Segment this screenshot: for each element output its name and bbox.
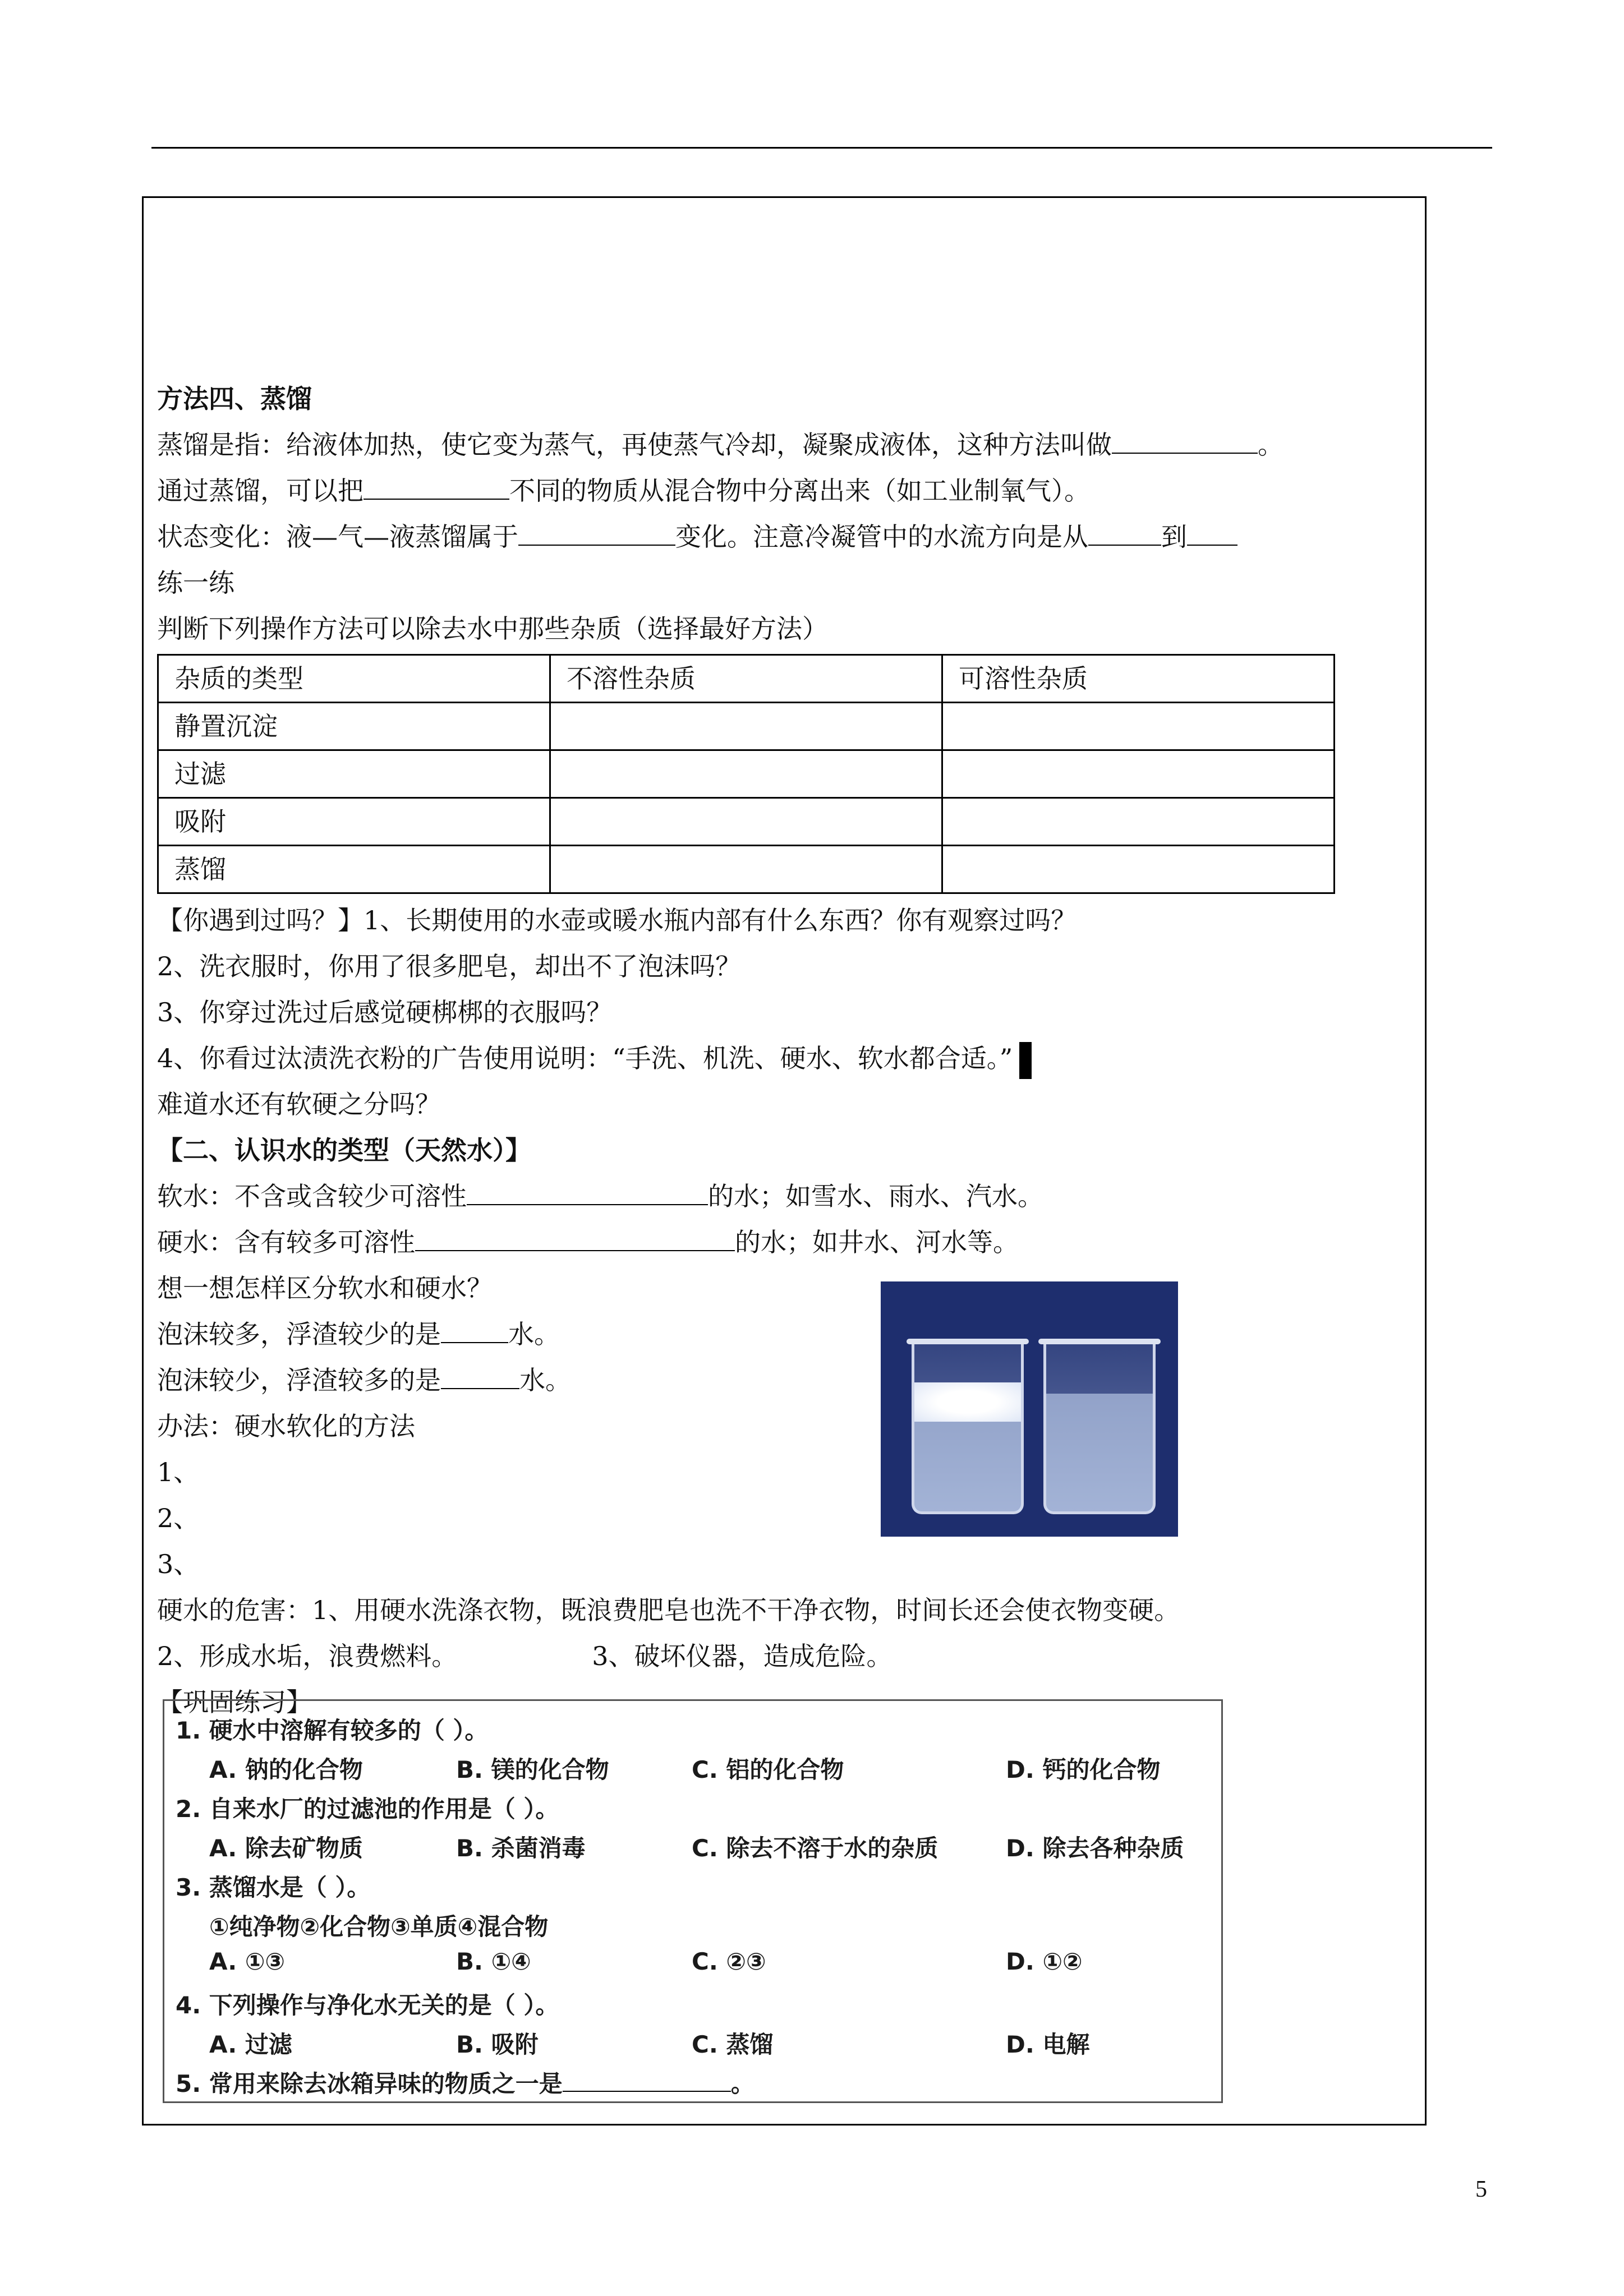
worksheet-body bbox=[157, 376, 1414, 1725]
text-cursor-icon bbox=[1019, 1042, 1032, 1079]
question-2: 2、洗衣服时，你用了很多肥皂，却出不了泡沫吗？ bbox=[157, 951, 742, 981]
table-cell[interactable] bbox=[550, 703, 942, 750]
table-header: 杂质的类型 bbox=[158, 655, 550, 703]
quiz-option: A. ①③ bbox=[209, 1948, 285, 1975]
quiz-option: A. 过滤 bbox=[209, 2031, 292, 2058]
table-header: 不溶性杂质 bbox=[550, 655, 942, 703]
blank-separation[interactable] bbox=[364, 469, 509, 500]
practice-title: 练一练 bbox=[157, 568, 234, 598]
blank-flow-from[interactable] bbox=[1088, 515, 1161, 546]
foam-more: 泡沫较多，浮渣较少的是 水。 bbox=[157, 1311, 1414, 1357]
softening-method: 办法：硬水软化的方法 bbox=[157, 1411, 415, 1441]
quiz-question-2: 2. 自来水厂的过滤池的作用是（ ）。 bbox=[176, 1795, 559, 1823]
quiz-option: C. ②③ bbox=[692, 1948, 766, 1975]
question-5: 难道水还有软硬之分吗？ bbox=[157, 1089, 441, 1119]
table-row-label: 静置沉淀 bbox=[158, 703, 550, 750]
quiz-sub-statement: ①纯净物②化合物③单质④混合物 bbox=[209, 1913, 549, 1940]
blank-soft-water[interactable] bbox=[467, 1175, 708, 1205]
quiz-option: C. 铝的化合物 bbox=[692, 1756, 844, 1783]
foam-less: 泡沫较少，浮渣较多的是 水。 bbox=[157, 1357, 1414, 1403]
quiz-question-3: 3. 蒸馏水是（ ）。 bbox=[176, 1874, 371, 1901]
blank-quiz-5[interactable] bbox=[563, 2067, 731, 2092]
hard-water-definition: 硬水：含有较多可溶性 的水；如井水、河水等。 bbox=[157, 1219, 1414, 1265]
quiz-option: D. ①② bbox=[1006, 1948, 1083, 1975]
table-cell[interactable] bbox=[550, 750, 942, 798]
quiz-option: D. 电解 bbox=[1006, 2031, 1090, 2058]
section-heading-water-types: 【二、认识水的类型（天然水）】 bbox=[157, 1135, 531, 1165]
table-cell[interactable] bbox=[942, 703, 1335, 750]
quiz-question-4: 4. 下列操作与净化水无关的是（ ）。 bbox=[176, 1991, 559, 2019]
blank-hard-water[interactable] bbox=[415, 1221, 735, 1251]
table-row-label: 蒸馏 bbox=[158, 846, 550, 893]
quiz-option: B. 吸附 bbox=[456, 2031, 539, 2058]
table-cell[interactable] bbox=[550, 798, 942, 846]
table-row bbox=[158, 798, 1335, 846]
table-row-label: 过滤 bbox=[158, 750, 550, 798]
table-row bbox=[158, 750, 1335, 798]
state-change: 状态变化：液—气—液蒸馏属于 变化。注意冷凝管中的水流方向是从 到 bbox=[157, 514, 1414, 560]
impurity-table bbox=[157, 654, 1335, 894]
quiz-option: B. ①④ bbox=[456, 1948, 531, 1975]
quiz-option: D. 钙的化合物 bbox=[1006, 1756, 1161, 1783]
beakers-photo bbox=[881, 1281, 1178, 1537]
blank-foam-more[interactable] bbox=[441, 1313, 508, 1343]
quiz-image bbox=[163, 1699, 1223, 2103]
table-header: 可溶性杂质 bbox=[942, 655, 1335, 703]
question-1: 【你遇到过吗？】1、长期使用的水壶或暖水瓶内部有什么东西？你有观察过吗？ bbox=[157, 905, 1077, 935]
hard-water-harm: 硬水的危害：1、用硬水洗涤衣物，既浪费肥皂也洗不干净衣物，时间长还会使衣物变硬。 bbox=[157, 1595, 1180, 1625]
list-item: 1、 bbox=[157, 1457, 200, 1487]
blank-change-type[interactable] bbox=[518, 515, 675, 546]
quiz-question-5: 5. 常用来除去冰箱异味的物质之一是 。 bbox=[176, 2066, 755, 2099]
quiz-option: C. 蒸馏 bbox=[692, 2031, 774, 2058]
quiz-option: D. 除去各种杂质 bbox=[1006, 1834, 1184, 1862]
header-rule bbox=[151, 147, 1492, 149]
hard-water-harm-2: 2、形成水垢，浪费燃料。 3、破坏仪器，造成危险。 bbox=[157, 1641, 892, 1671]
quiz-question-1: 1. 硬水中溶解有较多的（ ）。 bbox=[176, 1717, 489, 1744]
distillation-definition: 蒸馏是指：给液体加热，使它变为蒸气，再使蒸气冷却，凝聚成液体，这种方法叫做 。 bbox=[157, 422, 1414, 468]
page-number: 5 bbox=[1475, 2177, 1487, 2202]
table-cell[interactable] bbox=[942, 798, 1335, 846]
consolidation-heading: 【巩固练习】 bbox=[157, 1687, 312, 1717]
table-cell[interactable] bbox=[550, 846, 942, 893]
table-header-row bbox=[158, 655, 1335, 703]
soft-water-definition: 软水：不含或含较少可溶性 的水；如雪水、雨水、汽水。 bbox=[157, 1173, 1414, 1219]
beaker-clear bbox=[1043, 1343, 1156, 1514]
quiz-option: A. 钠的化合物 bbox=[209, 1756, 363, 1783]
distillation-separation: 通过蒸馏，可以把 不同的物质从混合物中分离出来（如工业制氧气）。 bbox=[157, 468, 1414, 514]
blank-foam-less[interactable] bbox=[441, 1359, 519, 1389]
quiz-option: B. 杀菌消毒 bbox=[456, 1834, 586, 1862]
quiz-option: C. 除去不溶于水的杂质 bbox=[692, 1834, 938, 1862]
blank-distillation-name[interactable] bbox=[1112, 423, 1258, 454]
quiz-option: B. 镁的化合物 bbox=[456, 1756, 609, 1783]
quiz-option: A. 除去矿物质 bbox=[209, 1834, 363, 1862]
table-cell[interactable] bbox=[942, 846, 1335, 893]
list-item: 2、 bbox=[157, 1503, 200, 1533]
question-4: 4、你看过汰渍洗衣粉的广告使用说明：“手洗、机洗、硬水、软水都合适。” bbox=[157, 1035, 1414, 1081]
table-cell[interactable] bbox=[942, 750, 1335, 798]
beaker-foamy bbox=[912, 1343, 1024, 1514]
table-row bbox=[158, 846, 1335, 893]
list-item: 3、 bbox=[157, 1549, 200, 1579]
table-row bbox=[158, 703, 1335, 750]
question-3: 3、你穿过洗过后感觉硬梆梆的衣服吗？ bbox=[157, 997, 613, 1027]
practice-instruction: 判断下列操作方法可以除去水中那些杂质（选择最好方法） bbox=[157, 614, 828, 644]
section-heading-distillation: 方法四、蒸馏 bbox=[157, 384, 312, 414]
think-prompt: 想一想怎样区分软水和硬水？ bbox=[157, 1273, 493, 1303]
table-row-label: 吸附 bbox=[158, 798, 550, 846]
blank-flow-to[interactable] bbox=[1187, 515, 1237, 546]
